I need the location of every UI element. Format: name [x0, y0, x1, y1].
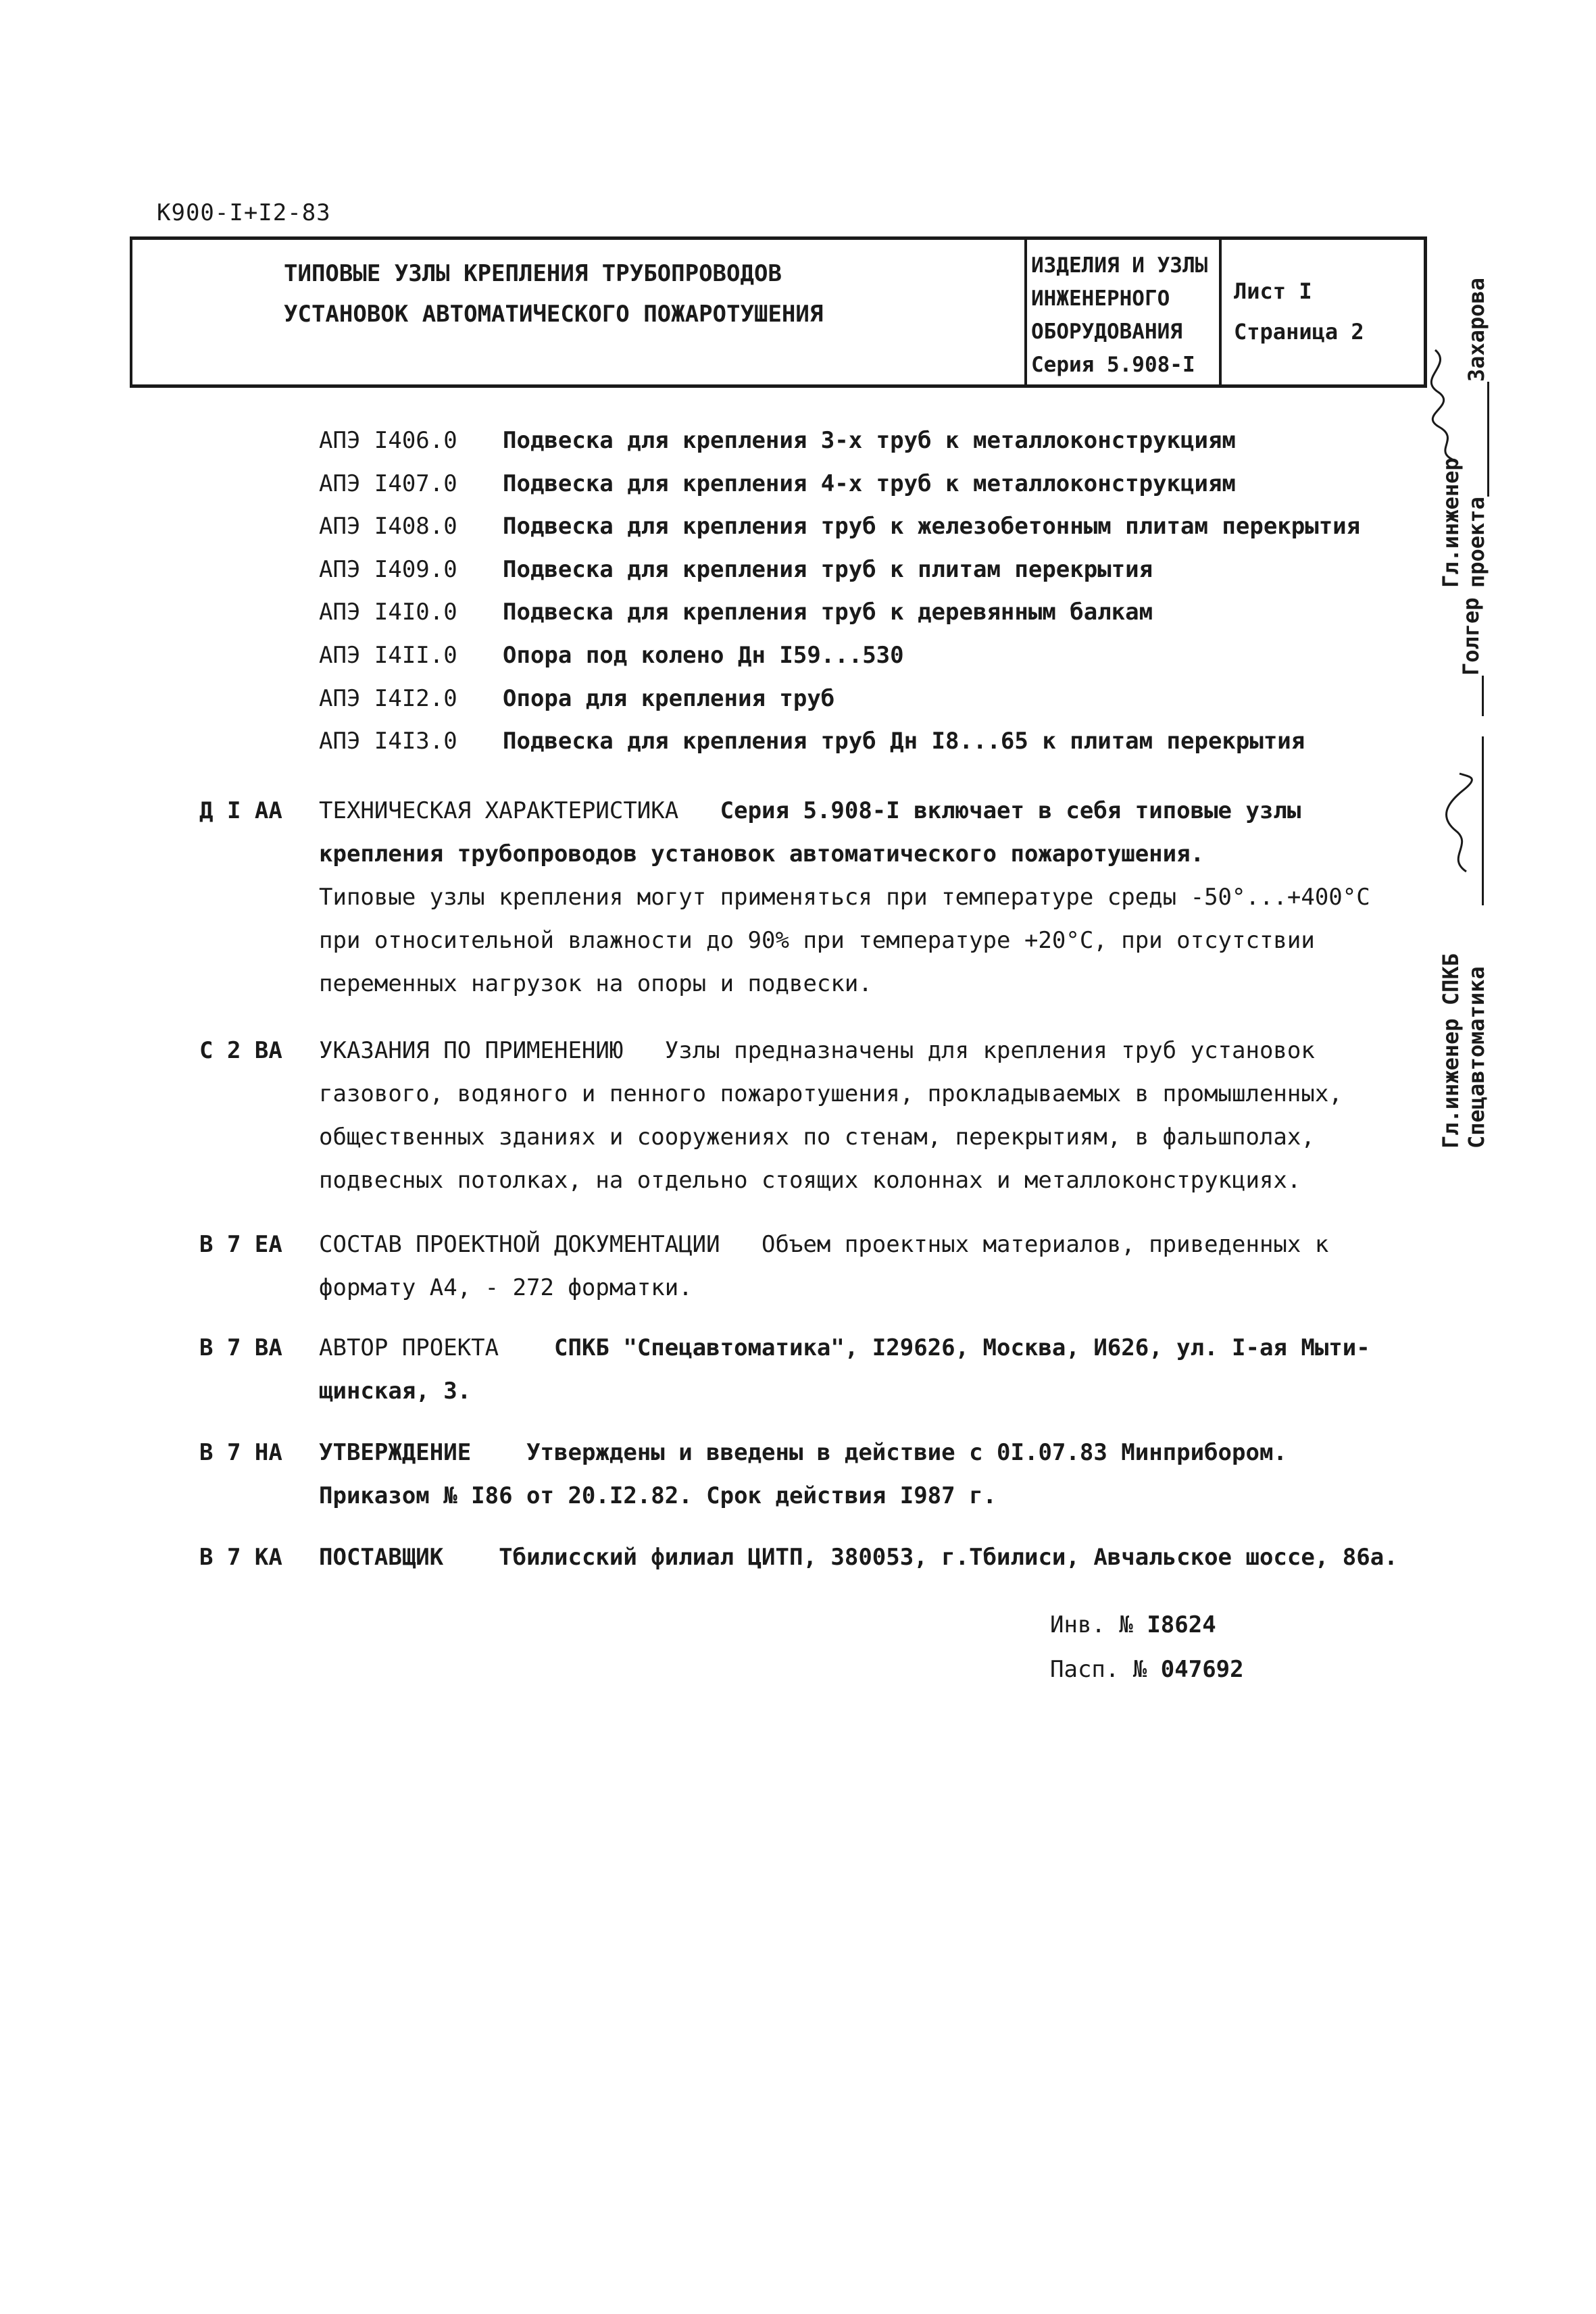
passport-number-row: [1050, 1656, 1244, 1701]
section-first-line: [319, 1231, 1328, 1258]
section-text: Узлы предназначены для крепления труб установок: [664, 1037, 1315, 1064]
org-name-row: [1464, 966, 1493, 1149]
section-heading: ПОСТАВЩИК: [319, 1544, 444, 1571]
series-cell: [1024, 240, 1222, 384]
section-text: газового, водяного и пенного пожаротушения, прокладываемых в промышленных,: [319, 1080, 1343, 1107]
signature-underline: [1482, 676, 1484, 716]
document-description: Подвеска для крепления 4-х труб к металлоконструкциям: [503, 470, 1236, 497]
document-description: Подвеска для крепления труб к плитам перекрытия: [503, 555, 1153, 583]
section-code: С 2 ВА: [199, 1037, 282, 1064]
signature-underline: [1487, 382, 1489, 497]
document-description: Подвеска для крепления труб Дн I8...65 к плитам перекрытия: [503, 728, 1305, 755]
section-text: Приказом № I86 от 20.I2.82. Срок действия I987 г.: [319, 1482, 997, 1509]
signer-row: [1458, 597, 1488, 716]
series-line: ОБОРУДОВАНИЯ: [1031, 320, 1182, 344]
document-code: АПЭ I408.0: [319, 513, 457, 540]
document-code: АПЭ I4I0.0: [319, 599, 457, 626]
section-text: подвесных потолках, на отдельно стоящих колоннах и металлоконструкциях.: [319, 1167, 1301, 1194]
section-heading: АВТОР ПРОЕКТА: [319, 1334, 499, 1361]
inventory-number-row: [1050, 1611, 1244, 1656]
page-number: Страница 2: [1234, 319, 1364, 345]
series-line: ИНЖЕНЕРНОГО: [1031, 286, 1170, 311]
document-code: АПЭ I409.0: [319, 555, 457, 583]
document-code: АПЭ I407.0: [319, 470, 457, 497]
chief-engineer-row-2: [1464, 278, 1493, 588]
section-first-line: [319, 797, 1301, 824]
section-code: В 7 ЕА: [199, 1231, 282, 1258]
series-line: Серия 5.908-I: [1031, 353, 1195, 377]
section-code: В 7 КА: [199, 1544, 282, 1571]
section-heading: СОСТАВ ПРОЕКТНОЙ ДОКУМЕНТАЦИИ: [319, 1231, 720, 1258]
signature-column: [1426, 250, 1588, 1149]
signature-scribble: [1439, 770, 1480, 878]
chief-engineer-name: Захарова: [1464, 278, 1489, 382]
title-line-2: УСТАНОВОК АВТОМАТИЧЕСКОГО ПОЖАРОТУШЕНИЯ: [284, 301, 824, 328]
document-code: АПЭ I4I3.0: [319, 728, 457, 755]
org-name: Спецавтоматика: [1464, 966, 1489, 1149]
passport-number: 047692: [1160, 1656, 1244, 1683]
section-text: Объем проектных материалов, приведенных к: [762, 1231, 1329, 1258]
document-description: Подвеска для крепления 3-х труб к металлоконструкциям: [503, 427, 1236, 454]
section-first-line: [319, 1544, 1398, 1571]
title-line-1: ТИПОВЫЕ УЗЛЫ КРЕПЛЕНИЯ ТРУБОПРОВОДОВ: [284, 260, 782, 287]
chief-signature-scribble: [1426, 345, 1466, 466]
document-description: Опора для крепления труб: [503, 684, 835, 712]
passport-label: Пасп. №: [1050, 1656, 1147, 1683]
document-description: Подвеска для крепления труб к железобетонным плитам перекрытия: [503, 513, 1361, 540]
chief-engineer-label-2: проекта: [1464, 497, 1489, 588]
document-code: АПЭ I406.0: [319, 427, 457, 454]
section-text: Тбилисский филиал ЦИТП, 380053, г.Тбилиси, Авчальское шоссе, 86а.: [499, 1544, 1398, 1571]
document-description: Опора под колено Дн I59...530: [503, 641, 904, 669]
section-text: щинская, 3.: [319, 1378, 472, 1405]
doc-code: К900-I+I2-83: [157, 199, 331, 226]
section-code: В 7 ВА: [199, 1334, 282, 1361]
section-code: Д I АА: [199, 797, 282, 824]
section-text: СПКБ "Спецавтоматика", I29626, Москва, И626, ул. I-ая Мыти-: [554, 1334, 1370, 1361]
inventory-label: Инв. №: [1050, 1611, 1133, 1638]
title-block: [130, 236, 1427, 388]
section-heading: УКАЗАНИЯ ПО ПРИМЕНЕНИЮ: [319, 1037, 624, 1064]
section-text: Серия 5.908-I включает в себя типовые узлы: [720, 797, 1301, 824]
inventory-block: [1050, 1611, 1244, 1701]
section-text: переменных нагрузок на опоры и подвески.: [319, 970, 872, 997]
document-description: Подвеска для крепления труб к деревянным балкам: [503, 599, 1153, 626]
title-cell: [132, 240, 1024, 384]
section-heading: ТЕХНИЧЕСКАЯ ХАРАКТЕРИСТИКА: [319, 797, 679, 824]
org-chief-label: Гл.инженер СПКБ: [1438, 953, 1464, 1149]
sheet-cell: [1222, 240, 1424, 384]
section-first-line: [319, 1334, 1370, 1361]
document-code: АПЭ I4II.0: [319, 641, 457, 669]
chief-engineer-label: Гл.инженер: [1438, 457, 1464, 588]
section-text: крепления трубопроводов установок автоматического пожаротушения.: [319, 840, 1205, 867]
inventory-number: I8624: [1147, 1611, 1216, 1638]
document-code: АПЭ I4I2.0: [319, 684, 457, 712]
sheet-number: Лист I: [1234, 278, 1312, 304]
section-text: Утверждены и введены в действие с 0I.07.83 Минприбором.: [526, 1439, 1287, 1466]
section-text: Типовые узлы крепления могут применяться при температуре среды -50°...+400°С: [319, 884, 1370, 911]
section-text: формату А4, - 272 форматки.: [319, 1274, 693, 1301]
series-line: ИЗДЕЛИЯ И УЗЛЫ: [1031, 253, 1208, 278]
section-first-line: [319, 1439, 1287, 1466]
signature-underline: [1482, 736, 1484, 905]
section-heading: УТВЕРЖДЕНИЕ: [319, 1439, 472, 1466]
section-text: при относительной влажности до 90% при температуре +20°С, при отсутствии: [319, 927, 1315, 954]
section-first-line: [319, 1037, 1315, 1064]
section-text: общественных зданиях и сооружениях по стенам, перекрытиям, в фальшполах,: [319, 1124, 1315, 1151]
signer-name: Голгер: [1458, 597, 1484, 676]
section-code: В 7 НА: [199, 1439, 282, 1466]
